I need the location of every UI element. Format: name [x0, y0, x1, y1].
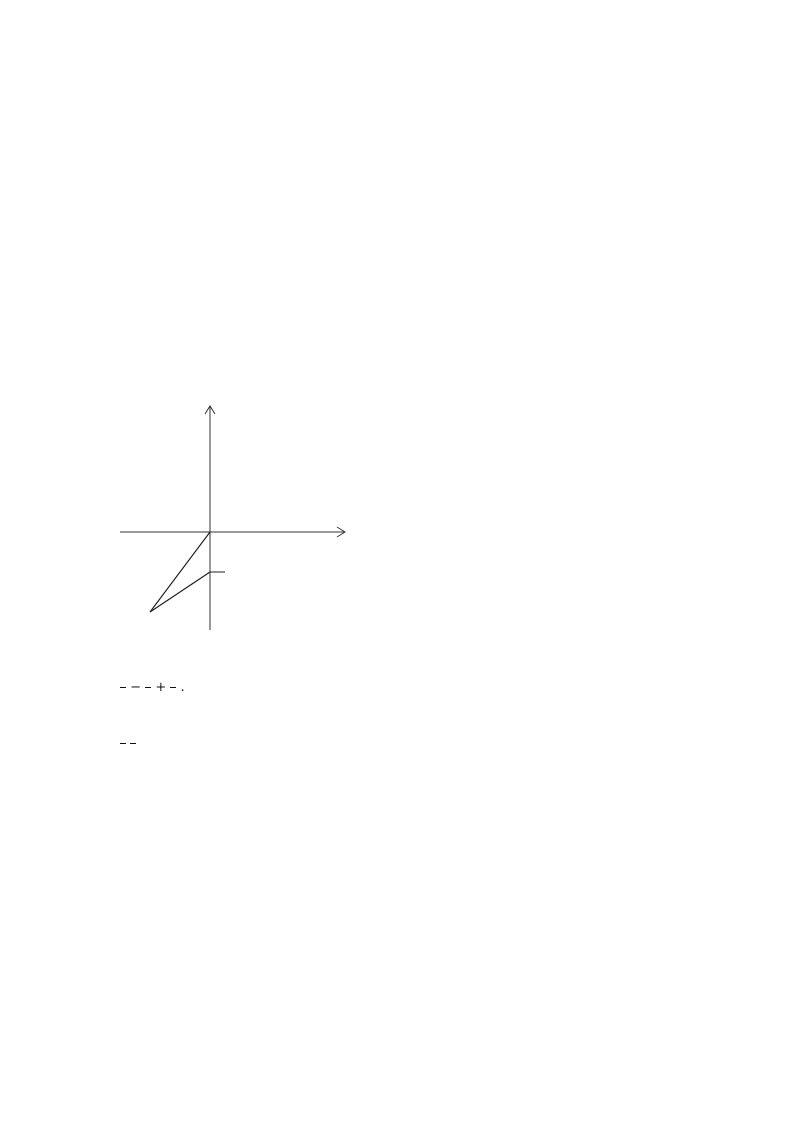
fraction-3-num	[170, 687, 176, 688]
fraction-5-num	[130, 743, 136, 744]
fraction-3	[170, 687, 176, 688]
fraction-2	[145, 687, 151, 688]
fraction-4-num	[120, 743, 126, 744]
q15-part1: − + .	[120, 680, 185, 695]
fraction-1-num	[120, 687, 126, 688]
fraction-2-num	[145, 687, 151, 688]
fraction-4	[120, 743, 126, 744]
coordinate-grid-figure	[115, 404, 360, 634]
q15-part2	[120, 736, 136, 751]
segment-ab	[150, 572, 210, 612]
fraction-1	[120, 687, 126, 688]
segment-oa	[150, 532, 210, 612]
fraction-5	[130, 743, 136, 744]
